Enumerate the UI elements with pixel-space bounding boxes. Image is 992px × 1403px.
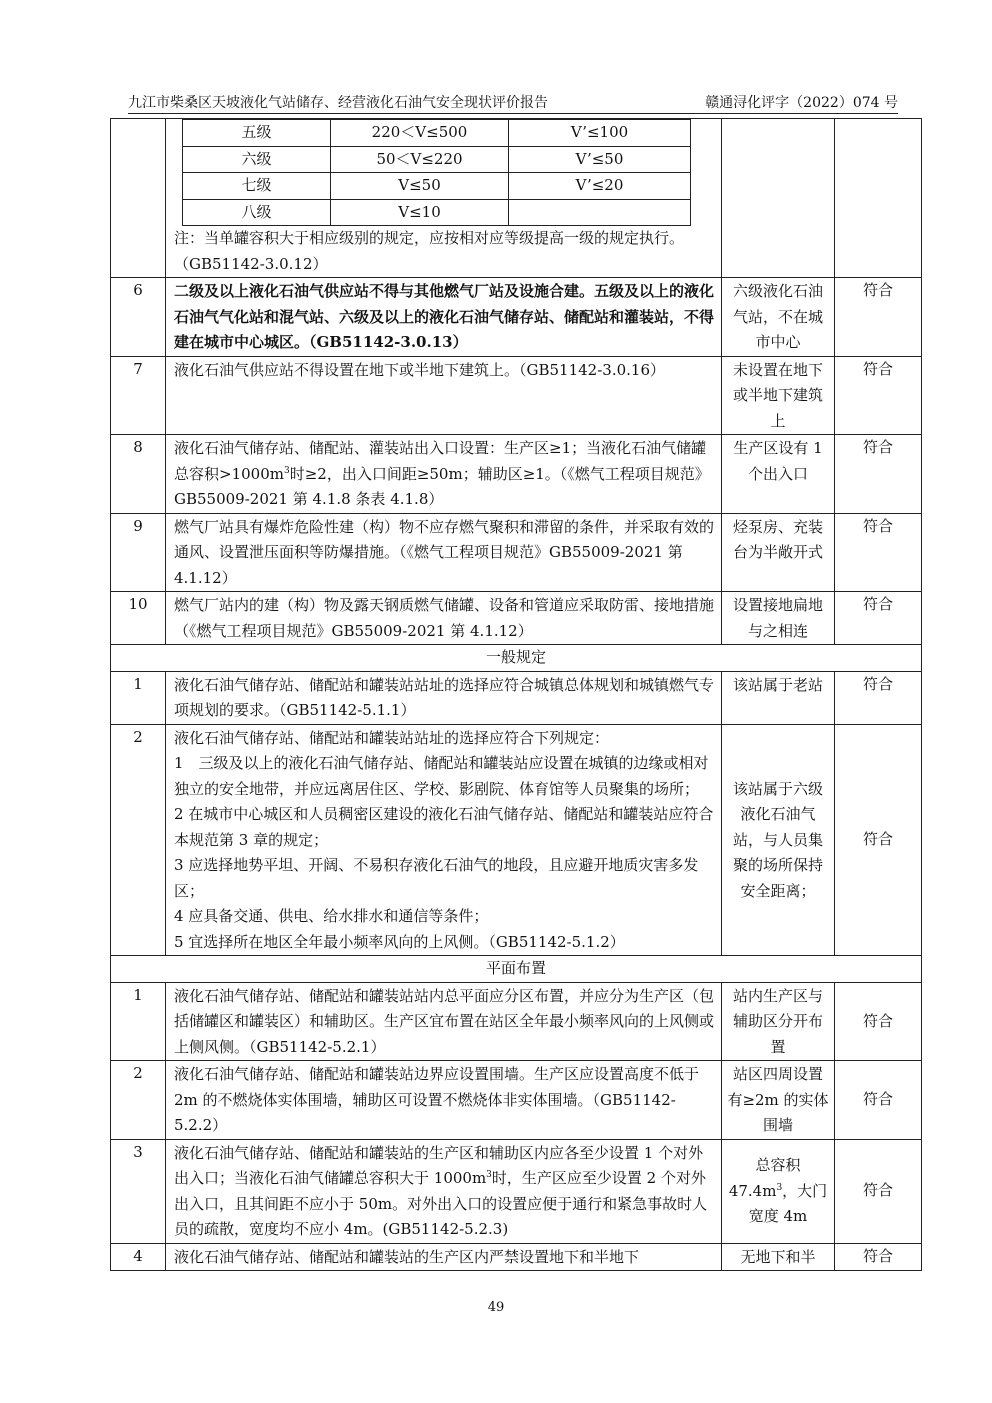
row-content: 液化石油气储存站、储配站和罐装站站内总平面应分区布置，并应分为生产区（包括储罐区和罐装区）和辅助区。生产区宜布置在站区全年最小频率风向的上风侧或上侧风侧。（GB51142-5.2.1） [166, 982, 722, 1061]
row-number: 4 [111, 1243, 166, 1271]
table-row [111, 513, 922, 592]
evaluation-table [110, 118, 922, 1271]
row-content [166, 119, 722, 278]
grade-cell-single: V’≤100 [509, 120, 691, 147]
superscript: 3 [486, 1170, 492, 1180]
row-number: 3 [111, 1139, 166, 1243]
row-result: 站内生产区与辅助区分开布置 [722, 982, 835, 1061]
text-part: 时≥2，出入口间距≥50m；辅助区≥1。（《燃气工程项目规范》GB55009-2021 第 4.1.8 条表 4.1.8） [174, 464, 710, 508]
table-row [111, 356, 922, 435]
row-number: 6 [111, 278, 166, 357]
row-conclusion: 符合 [835, 435, 922, 514]
row-content [166, 1139, 722, 1243]
row-number: 8 [111, 435, 166, 514]
content-line: 2 在城市中心城区和人员稠密区建设的液化石油气储存站、储配站和罐装站应符合本规范第 3 章的规定； [174, 805, 714, 849]
page-header [128, 92, 898, 116]
row-number: 2 [111, 1061, 166, 1140]
table-row [111, 592, 922, 645]
row-conclusion: 符合 [835, 278, 922, 357]
section-general: 一般规定 [111, 645, 922, 672]
row-number: 2 [111, 724, 166, 956]
row-result: 该站属于六级液化石油气站，与人员集聚的场所保持安全距离； [722, 724, 835, 956]
grade-cell-grade: 七级 [183, 173, 331, 200]
content-line: 5 宜选择所在地区全年最小频率风向的上风侧。（GB51142-5.1.2） [174, 932, 625, 951]
row-content [166, 435, 722, 514]
grade-row [183, 120, 691, 147]
row-content: 燃气厂站内的建（构）物及露天钢质燃气储罐、设备和管道应采取防雷、接地措施（《燃气工程项目规范》GB55009-2021 第 4.1.12） [166, 592, 722, 645]
grade-cell-single [509, 199, 691, 226]
superscript: 3 [283, 465, 290, 476]
row-number: 1 [111, 671, 166, 724]
row-content: 二级及以上液化石油气供应站不得与其他燃气厂站及设施合建。五级及以上的液化石油气气化站和混气站、六级及以上的液化石油气储存站、储配站和灌装站，不得建在城市中心城区。（GB51142-3.0.13） [166, 278, 722, 357]
grade-row [183, 173, 691, 200]
grade-row [183, 199, 691, 226]
text-part: 时，生产区应至少设置 2 个对外出入口，且其间距不应小于 50m。对外出入口的设置应便于通行和紧急事故时人员的疏散，宽度均不应小 4m。(GB51142-5.2.3) [174, 1169, 708, 1238]
row-result: 设置接地扁地与之相连 [722, 592, 835, 645]
table-row [111, 671, 922, 724]
row-result: 未设置在地下或半地下建筑上 [722, 356, 835, 435]
row-content: 液化石油气储存站、储配站和罐装站的生产区内严禁设置地下和半地下 [166, 1243, 722, 1271]
report-title: 九江市柴桑区天坡液化气站储存、经营液化石油气安全现状评价报告 [128, 95, 548, 111]
row-content: 液化石油气储存站、储配站和罐装站边界应设置围墙。生产区应设置高度不低于 2m 的不燃烧体实体围墙，辅助区可设置不燃烧体非实体围墙。（GB51142-5.2.2） [166, 1061, 722, 1140]
text-part: 液化石油气储存站、储配站和罐装站的生产区和辅助区内应各至少设置 1 个对外出入口；当液化石油气储罐总容积大于 1000m [174, 1143, 704, 1187]
superscript: 3 [776, 1182, 783, 1193]
table-row [111, 435, 922, 514]
content-line: 3 应选择地势平坦、开阔、不易积存液化石油气的地段，且应避开地质灾害多发区； [174, 856, 699, 900]
row-result: 站区四周设置有≥2m 的实体围墙 [722, 1061, 835, 1140]
table-row [111, 1243, 922, 1271]
row-content: 液化石油气储存站、储配站和罐装站站址的选择应符合城镇总体规划和城镇燃气专项规划的要求。（GB51142-5.1.1） [166, 671, 722, 724]
grade-cell-grade: 五级 [183, 120, 331, 147]
grade-cell-total: 220＜V≤500 [331, 120, 509, 147]
row-result [722, 119, 835, 278]
row-result: 烃泵房、充装台为半敞开式 [722, 513, 835, 592]
table-row [111, 1139, 922, 1243]
grade-cell-single: V’≤50 [509, 146, 691, 173]
section-row [111, 645, 922, 672]
row-content: 燃气厂站具有爆炸危险性建（构）物不应存燃气聚积和滞留的条件，并采取有效的通风、设置泄压面积等防爆措施。（《燃气工程项目规范》GB55009-2021 第 4.1.12） [166, 513, 722, 592]
row-number: 9 [111, 513, 166, 592]
table-row-grade [111, 119, 922, 278]
grade-table [182, 119, 691, 226]
grade-note: 注：当单罐容积大于相应级别的规定，应按相对应等级提高一级的规定执行。（GB51142-3.0.12） [174, 229, 685, 273]
row-conclusion: 符合 [835, 1061, 922, 1140]
row-conclusion: 符合 [835, 513, 922, 592]
grade-cell-total: V≤10 [331, 199, 509, 226]
row-result: 该站属于老站 [722, 671, 835, 724]
row-conclusion [835, 119, 922, 278]
document-number: 赣通浔化评字（2022）074 号 [705, 95, 898, 111]
row-content: 液化石油气供应站不得设置在地下或半地下建筑上。（GB51142-3.0.16） [166, 356, 722, 435]
row-conclusion: 符合 [835, 1243, 922, 1271]
grade-row [183, 146, 691, 173]
row-conclusion: 符合 [835, 982, 922, 1061]
row-number: 10 [111, 592, 166, 645]
grade-cell-total: 50＜V≤220 [331, 146, 509, 173]
row-conclusion: 符合 [835, 724, 922, 956]
table-row [111, 1061, 922, 1140]
row-conclusion: 符合 [835, 1139, 922, 1243]
table-row [111, 982, 922, 1061]
row-result: 六级液化石油气站，不在城市中心 [722, 278, 835, 357]
table-row [111, 724, 922, 956]
row-number: 1 [111, 982, 166, 1061]
text-part: ，大门宽度 4m [748, 1181, 828, 1226]
table-row [111, 278, 922, 357]
row-result: 生产区设有 1 个出入口 [722, 435, 835, 514]
content-line: 液化石油气储存站、储配站和罐装站站址的选择应符合下列规定： [174, 728, 610, 747]
content-line: 4 应具备交通、供电、给水排水和通信等条件； [174, 907, 489, 925]
section-layout: 平面布置 [111, 956, 922, 983]
row-number [111, 119, 166, 278]
grade-cell-total: V≤50 [331, 173, 509, 200]
page-number: 49 [487, 1300, 505, 1315]
text-part: 液化石油气储存站、储配站、灌装站出入口设置：生产区≥1；当液化石油气储罐总容积>1000m [174, 439, 707, 483]
content-line: 1 三级及以上的液化石油气储存站、储配站和罐装站应设置在城镇的边缘或相对独立的安全地带，并应远离居住区、学校、影剧院、体育馆等人员聚集的场所； [174, 754, 709, 798]
section-row [111, 956, 922, 983]
row-number: 7 [111, 356, 166, 435]
row-conclusion: 符合 [835, 671, 922, 724]
row-content [166, 724, 722, 956]
row-conclusion: 符合 [835, 356, 922, 435]
grade-cell-grade: 八级 [183, 199, 331, 226]
text-part: 总容积 47.4m [728, 1156, 801, 1200]
row-conclusion: 符合 [835, 592, 922, 645]
row-result [722, 1139, 835, 1243]
header-rule [128, 113, 898, 114]
grade-cell-grade: 六级 [183, 146, 331, 173]
row-result: 无地下和半 [722, 1243, 835, 1271]
grade-cell-single: V’≤20 [509, 173, 691, 200]
